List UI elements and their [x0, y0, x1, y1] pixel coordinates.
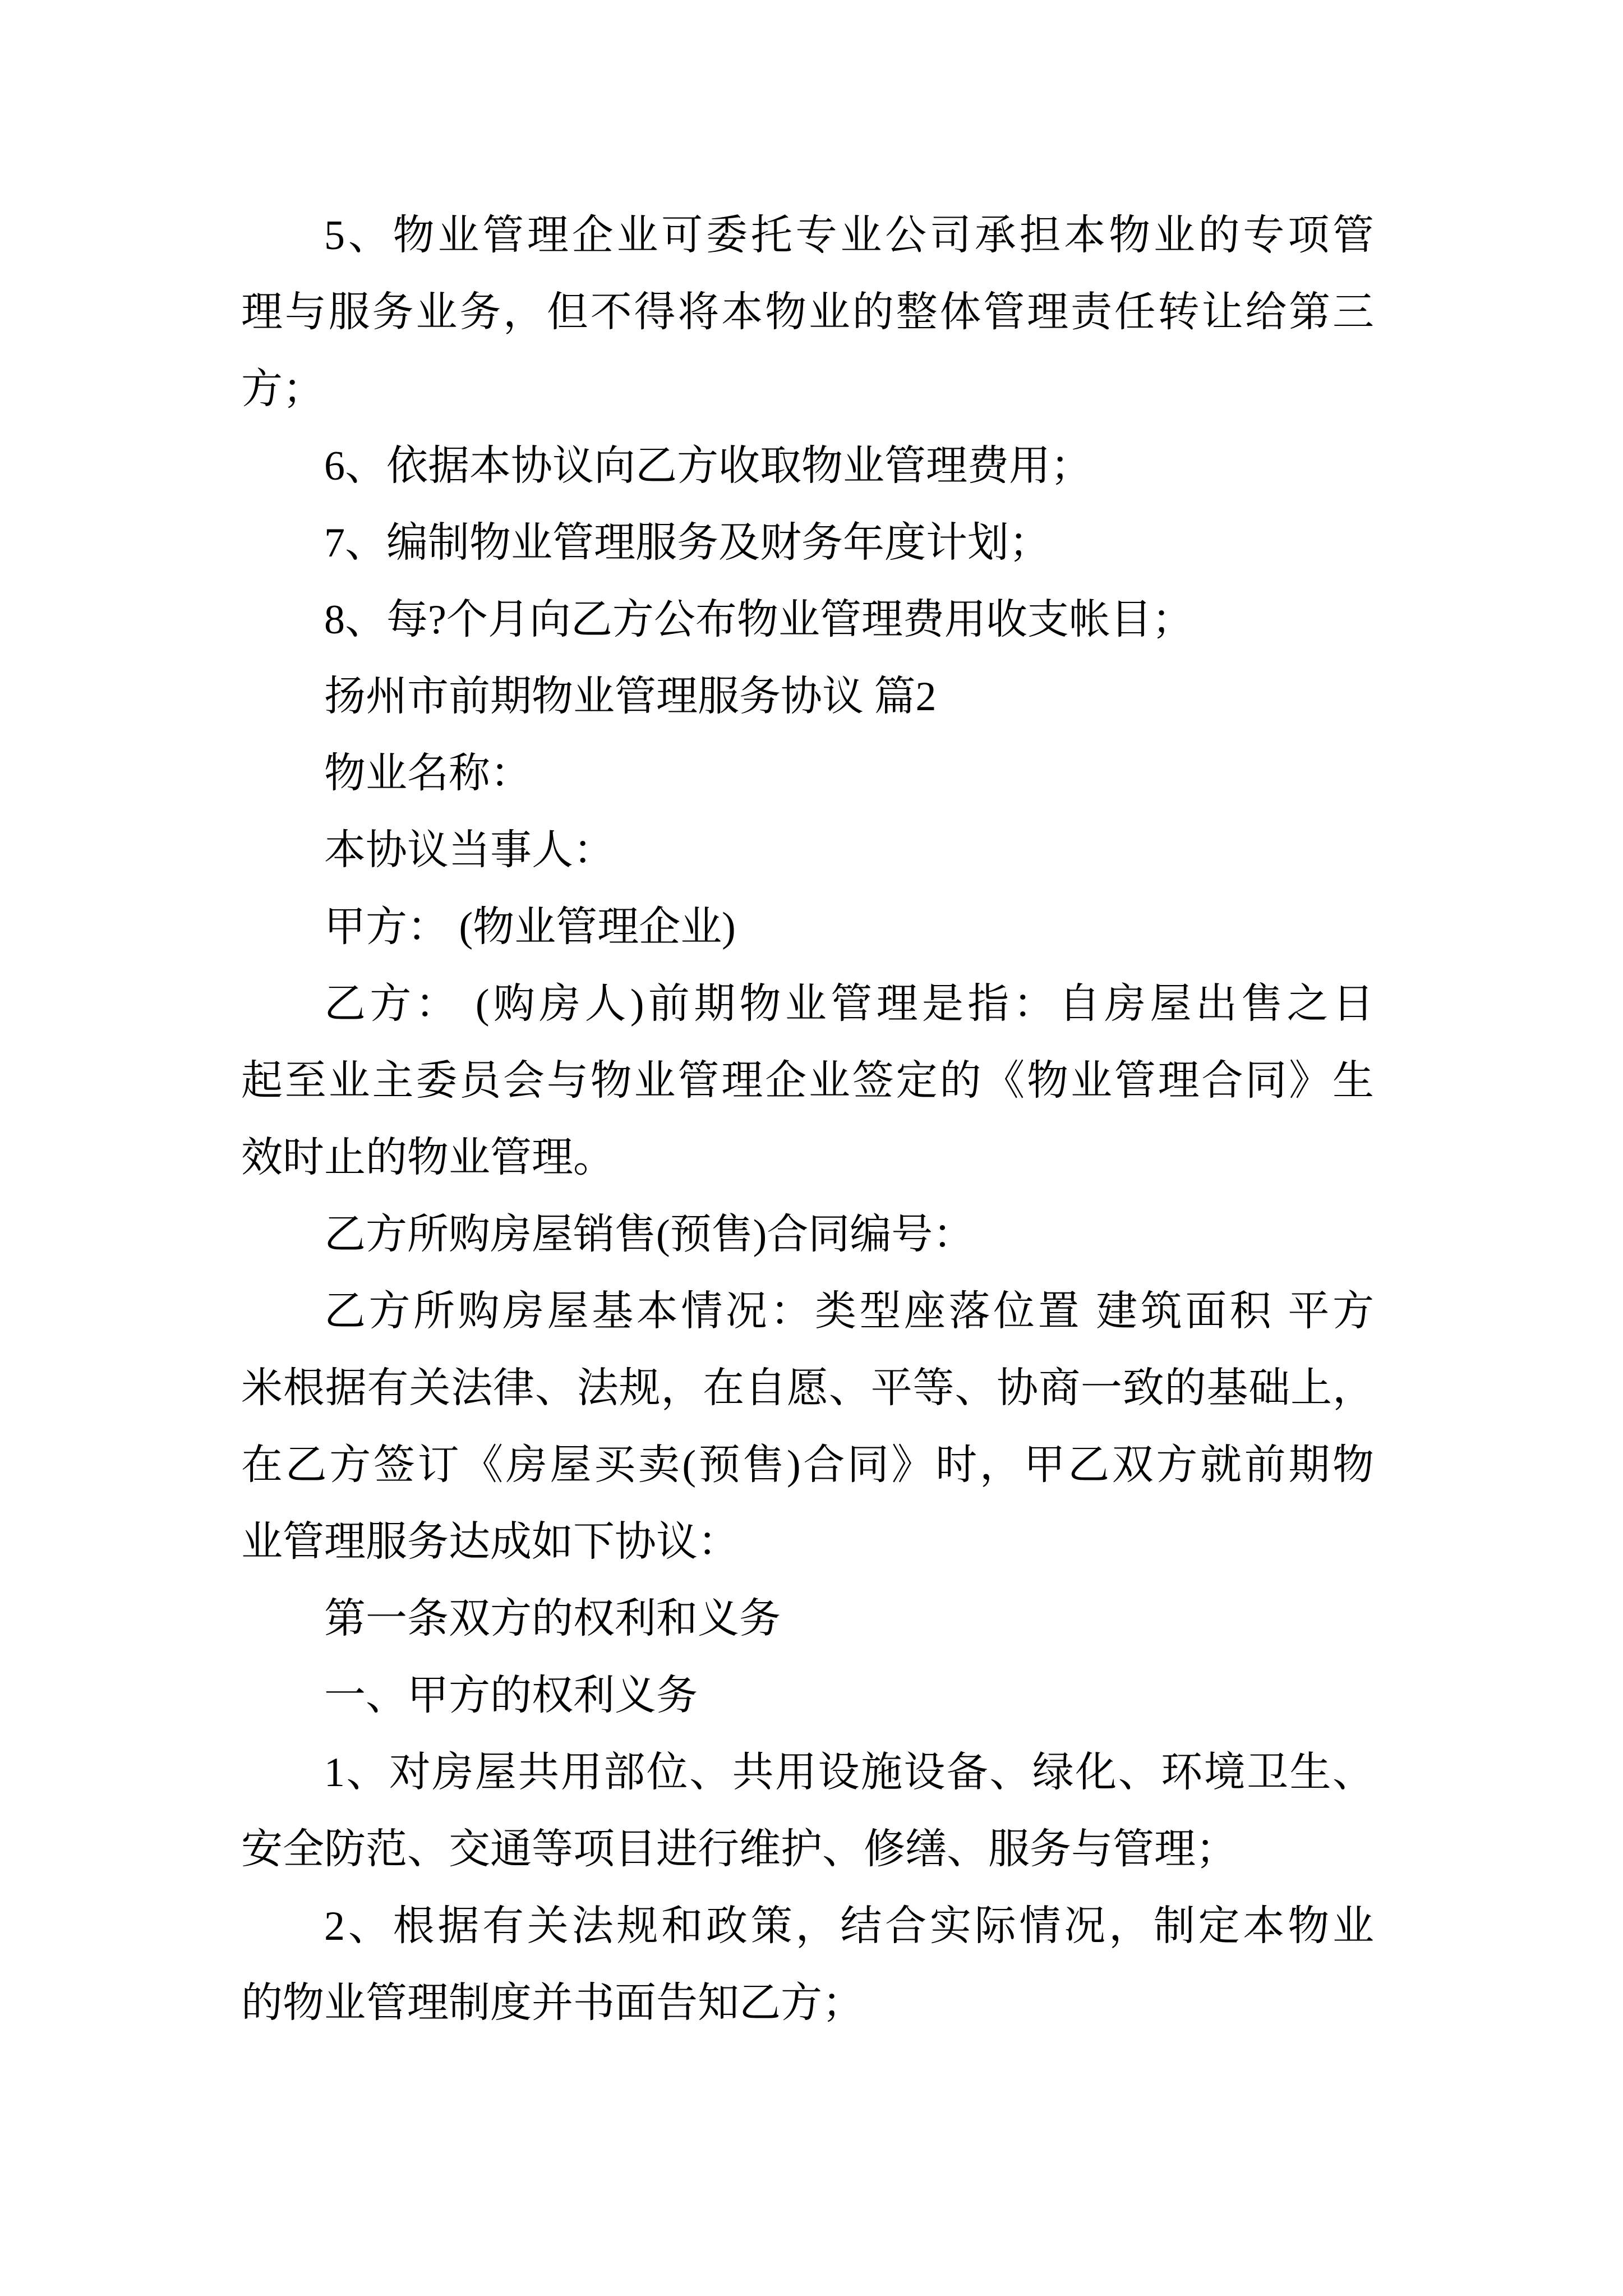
text-line: 1、对房屋共用部位、共用设施设备、绿化、环境卫生、	[324, 1750, 1374, 1796]
text-line: 理与服务业务，但不得将本物业的整体管理责任转让给第三	[241, 289, 1374, 335]
text-line: 2、根据有关法规和政策，结合实际情况，制定本物业	[324, 1903, 1374, 1949]
paragraph	[241, 1197, 1374, 1273]
paragraph	[241, 735, 1374, 812]
text-line: 本协议当事人：	[324, 827, 615, 873]
text-line: 乙方所购房屋销售(预售)合同编号：	[324, 1212, 975, 1258]
paragraph	[241, 505, 1374, 582]
text-line: 8、每?个月向乙方公布物业管理费用收支帐目；	[324, 597, 1193, 643]
text-line: 乙方： (购房人)前期物业管理是指：自房屋出售之日	[324, 981, 1374, 1027]
text-line: 甲方： (物业管理企业)	[324, 904, 736, 950]
text-line: 第一条双方的权利和义务	[324, 1596, 781, 1642]
text-line: 5、物业管理企业可委托专业公司承担本物业的专项管	[324, 213, 1374, 259]
text-line: 扬州市前期物业管理服务协议 篇2	[324, 674, 937, 720]
text-line: 7、编制物业管理服务及财务年度计划；	[324, 520, 1050, 566]
paragraph	[241, 1273, 1374, 1581]
paragraph	[241, 428, 1374, 505]
paragraph	[241, 966, 1374, 1197]
paragraph	[241, 1734, 1374, 1888]
text-line: 的物业管理制度并书面告知乙方；	[241, 1980, 864, 2026]
text-line: 一、甲方的权利义务	[324, 1673, 698, 1719]
paragraph-clause-heading	[241, 1658, 1374, 1734]
text-line: 起至业主委员会与物业管理企业签定的《物业管理合同》生	[241, 1058, 1374, 1104]
paragraph	[241, 582, 1374, 659]
paragraph	[241, 197, 1374, 428]
text-line: 米根据有关法律、法规，在自愿、平等、协商一致的基础上，	[241, 1365, 1374, 1411]
text-line: 在乙方签订《房屋买卖(预售)合同》时，甲乙双方就前期物	[241, 1442, 1374, 1488]
paragraph	[241, 1888, 1374, 2042]
paragraph	[241, 889, 1374, 966]
text-line: 乙方所购房屋基本情况：类型座落位置 建筑面积 平方	[324, 1289, 1374, 1335]
text-line: 物业名称：	[324, 751, 532, 797]
text-line: 效时止的物业管理。	[241, 1135, 615, 1181]
paragraph	[241, 812, 1374, 889]
text-line: 6、依据本协议向乙方收取物业管理费用；	[324, 443, 1092, 489]
paragraph-section-title	[241, 659, 1374, 735]
text-line: 业管理服务达成如下协议：	[241, 1519, 739, 1565]
text-line: 安全防范、交通等项目进行维护、修缮、服务与管理；	[241, 1826, 1237, 1872]
paragraph-clause-heading	[241, 1581, 1374, 1658]
text-line: 方；	[241, 366, 324, 412]
